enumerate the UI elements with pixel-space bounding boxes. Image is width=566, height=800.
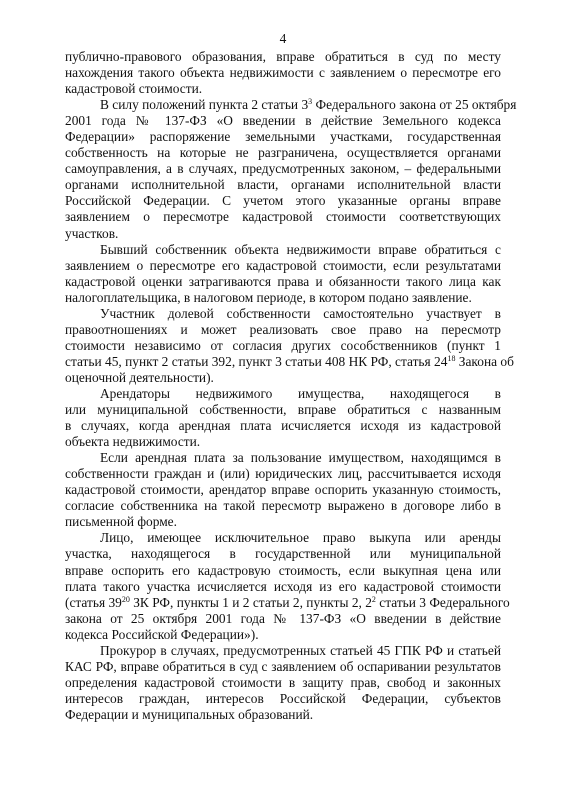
text-line [65,450,501,466]
text-line [65,402,501,418]
text-line [65,258,501,274]
text-line [65,434,501,450]
text-line [65,466,501,482]
text-line [65,209,501,225]
text-line [65,81,501,97]
text-run: кодекса Российской Федерации»). [65,626,259,642]
text-run: стоимости независимо от согласия других сособственников (пункт 1 [65,337,501,353]
text-line [65,306,501,322]
text-run: заявлением о пересмотре его кадастровой стоимости, если результатами [65,257,501,273]
paragraph [65,386,501,450]
text-line [65,691,501,707]
superscript: 2 [371,594,376,604]
text-line [65,643,501,659]
text-line [65,675,501,691]
text-run: Прокурор в случаях, предусмотренных статьей 45 ГПК РФ и статьей [100,642,501,658]
text-run: кадастровой стоимости. [65,81,203,97]
paragraph [65,530,510,642]
text-line [65,659,501,675]
superscript: 3 [308,97,313,107]
paragraph [65,305,514,386]
text-line [65,498,501,514]
text-run: нахождения такого объекта недвижимости с заявлением о пересмотре его [65,65,501,81]
text-line [65,707,501,723]
text-run: правоотношениях и может реализовать свое право на пересмотр [65,321,501,337]
paragraph [65,49,501,97]
superscript: 20 [121,594,130,604]
text-run: ЗК РФ, пункты 1 и 2 статьи 2, пункты 2, 2 [129,594,372,610]
text-line [65,65,501,81]
text-line [65,563,501,579]
text-run: Если арендная плата за пользование имуществом, находящимся в [100,450,501,466]
text-line [65,161,501,177]
text-run: (статья 39 [65,594,122,610]
text-run: оценочной деятельности). [65,369,214,385]
text-run: участков. [65,225,119,241]
text-line [65,97,517,113]
text-run: Российской Федерации. С учетом этого указанные органы вправе [65,193,501,209]
text-run: Федерации» распоряжение земельными участками, государственная [65,129,501,145]
paragraph [65,643,501,723]
text-line [65,579,501,595]
text-run: налогоплательщика, в налоговом периоде, в котором подано заявление. [65,289,472,305]
text-run: Федерации и муниципальных образований. [65,706,314,722]
text-line [65,49,501,65]
text-line [65,177,501,193]
paragraph [65,450,501,530]
text-run: участка, находящегося в государственной или муниципальной [65,546,501,562]
text-line [65,338,501,354]
superscript: 18 [447,353,456,363]
text-line [65,242,501,258]
text-line [65,594,510,611]
text-run: статьи 3 Федерального [375,594,510,610]
text-line [65,322,501,338]
paragraph [65,97,517,241]
text-run: собственность на которые не разграничена, осуществляется органами [65,145,501,161]
text-line [65,386,501,402]
text-run: Участник долевой собственности самостоятельно участвует в [100,305,501,321]
text-run: публично-правового образования, вправе обратиться в суд по месту [65,49,501,64]
text-line [65,226,501,242]
text-run: Федерального закона от 25 октября [312,97,517,113]
text-run: кадастровой оценки затрагиваются права и обязанности такого лица как [65,273,501,289]
text-line [65,611,501,627]
text-run: вправе оспорить его кадастровую стоимость, если выкупная цена или [65,562,501,578]
text-line [65,530,501,546]
text-run: в случаях, когда арендная плата исчисляется исходя из кадастровой [65,418,501,434]
text-run: закона от 25 октября 2001 года № 137-ФЗ «О введении в действие [65,610,501,626]
text-run: определения кадастровой стоимости в защиту прав, свобод и законных [65,674,501,690]
text-line [65,370,501,386]
text-line [65,514,501,530]
text-line [65,418,501,434]
text-run: объекта недвижимости. [65,434,201,450]
paragraph [65,242,501,306]
text-run: Арендаторы недвижимого имущества, находящегося в [100,385,501,401]
text-run: письменной форме. [65,514,177,530]
text-line [65,290,501,306]
text-run: Закона об [455,353,514,369]
document-body [65,49,517,723]
text-line [65,546,501,562]
page-number: 4 [279,31,287,46]
text-run: кадастровой стоимости, арендатор вправе оспорить указанную стоимость, [65,482,501,498]
text-run: статьи 45, пункт 2 статьи 392, пункт 3 статьи 408 НК РФ, статья 24 [65,353,448,369]
text-run: В силу положений пункта 2 статьи 3 [100,97,309,113]
text-run: плата такого участка исчисляется исходя из его кадастровой стоимости [65,578,501,594]
text-line [65,627,501,643]
text-run: интересов граждан, интересов Российской Федерации, субъектов [65,690,501,706]
text-run: КАС РФ, вправе обратиться в суд с заявлением об оспаривании результатов [65,658,501,674]
text-line [65,145,501,161]
text-run: или муниципальной собственности, вправе обратиться с названным [65,402,501,418]
text-line [65,129,501,145]
text-run: согласие собственника на такой пересмотр выражено в договоре либо в [65,498,501,514]
text-run: 2001 года № 137-ФЗ «О введении в действие Земельного кодекса [65,113,501,129]
text-run: самоуправления, а в случаях, предусмотренных законом, – федеральными [65,161,501,177]
text-run: Лицо, имеющее исключительное право выкупа или аренды [100,530,501,546]
text-run: органами исполнительной власти, органами исполнительной власти [65,177,501,193]
text-line [65,353,514,370]
text-run: Бывший собственник объекта недвижимости вправе обратиться с [100,241,501,257]
text-run: собственности граждан и (или) юридических лиц, рассчитывается исходя [65,466,501,482]
text-run: заявлением о пересмотре кадастровой стоимости соответствующих [65,209,501,225]
text-line [65,274,501,290]
text-line [65,113,501,129]
text-line [65,482,501,498]
text-line [65,193,501,209]
